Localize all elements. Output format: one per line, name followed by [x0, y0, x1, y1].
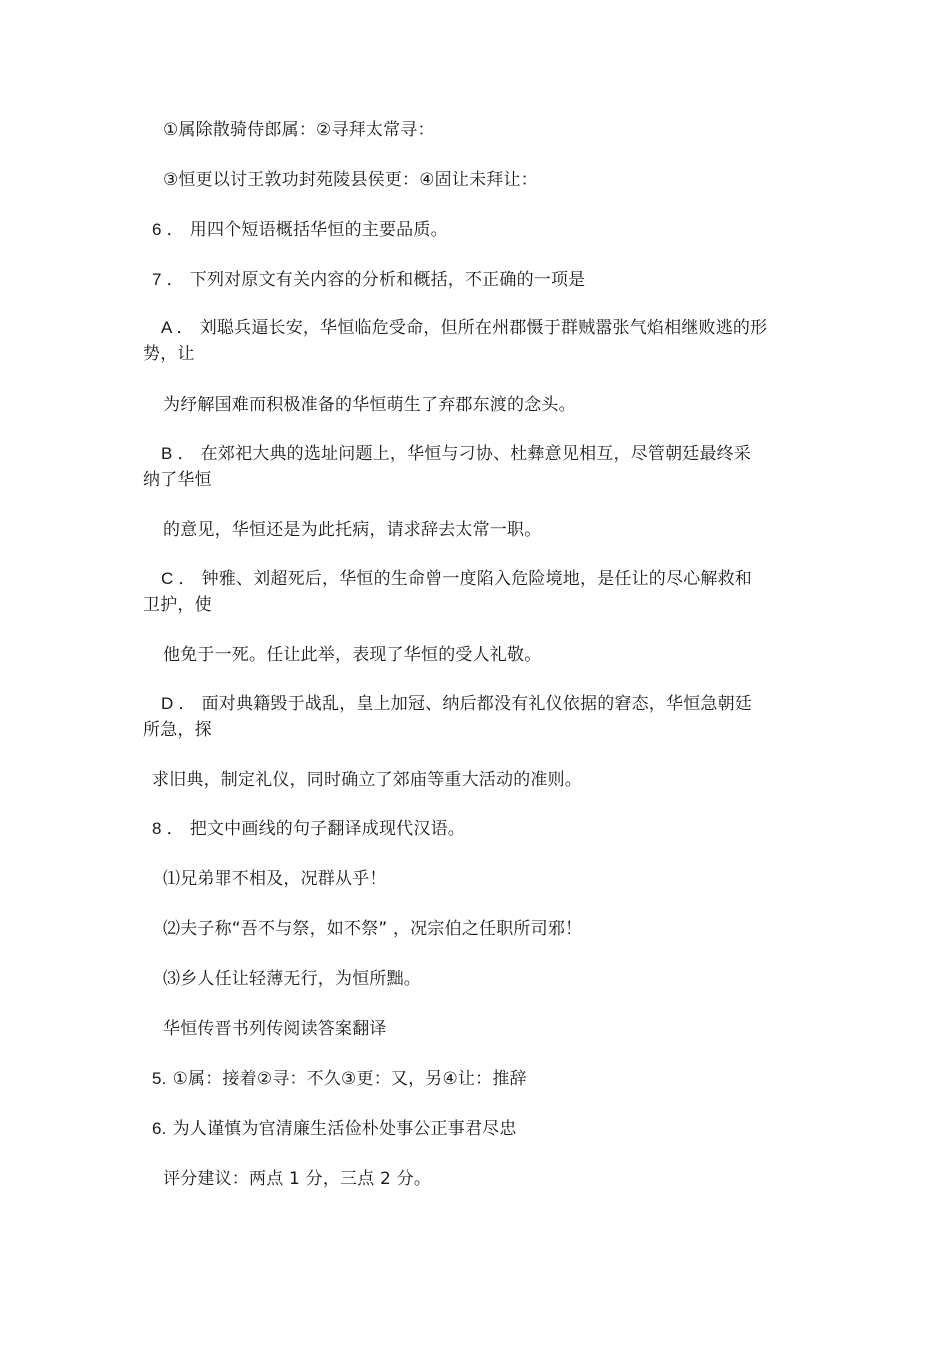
translate-item-3: ⑶乡人任让轻薄无行，为恒所黜。 [163, 969, 421, 989]
option-b-continued: 的意见，华恒还是为此托病，请求辞去太常一职。 [163, 520, 542, 540]
answer-text: ①属：接着②寻：不久③更：又，另④让：推辞 [172, 1069, 527, 1089]
answer-number: 6. [152, 1119, 167, 1138]
translate-item-1: ⑴兄弟罪不相及，况群从乎！ [163, 869, 387, 889]
option-text: 刘聪兵逼长安，华恒临危受命，但所在州郡慑于群贼嚣张气焰相继败逃的形势，让 [143, 318, 768, 364]
option-c-continued: 他免于一死。任让此举，表现了华恒的受人礼敬。 [163, 645, 542, 665]
answer-text: 为人谨慎为官清廉生活俭朴处事公正事君尽忠 [172, 1119, 517, 1139]
option-a [143, 315, 768, 367]
option-a-continued: 为纾解国难而积极准备的华恒萌生了弃郡东渡的念头。 [163, 395, 576, 415]
question-7 [152, 267, 585, 293]
answer-key-line-2: ③恒更以讨王敦功封苑陵县侯更：④固让未拜让： [163, 170, 538, 190]
answer-heading: 华恒传晋书列传阅读答案翻译 [163, 1019, 387, 1039]
question-number: 6 ． [152, 220, 184, 239]
option-b [143, 441, 768, 493]
option-text: 在郊祀大典的选址问题上，华恒与刁协、杜彝意见相互，尽管朝廷最终采纳了华恒 [143, 444, 752, 490]
question-number: 8 ． [152, 819, 184, 838]
question-text: 下列对原文有关内容的分析和概括，不正确的一项是 [189, 270, 586, 290]
question-6 [152, 217, 448, 243]
translate-item-2: ⑵夫子称“吾不与祭，如不祭” ，况宗伯之任职所司邪！ [163, 919, 583, 939]
option-text: 钟雅、刘超死后，华恒的生命曾一度陷入危险境地，是任让的尽心解救和卫护，使 [143, 569, 753, 615]
option-d-continued: 求旧典，制定礼仪，同时确立了郊庙等重大活动的准则。 [152, 770, 582, 790]
scoring-note: 评分建议：两点 1 分，三点 2 分。 [163, 1169, 432, 1189]
answer-number: 5. [152, 1069, 167, 1088]
option-d [143, 691, 768, 743]
answer-6 [152, 1116, 517, 1142]
option-c [143, 566, 768, 618]
answer-key-line-1: ①属除散骑侍郎属：②寻拜太常寻： [163, 120, 435, 140]
option-letter: B ． [161, 444, 195, 463]
option-letter: C ． [161, 569, 196, 588]
question-8 [152, 816, 465, 842]
question-text: 把文中画线的句子翻译成现代汉语。 [189, 819, 465, 839]
option-letter: A ． [161, 318, 194, 337]
question-text: 用四个短语概括华恒的主要品质。 [189, 220, 448, 240]
option-letter: D ． [161, 694, 196, 713]
question-number: 7 ． [152, 270, 184, 289]
option-text: 面对典籍毁于战乱，皇上加冠、纳后都没有礼仪依据的窘态，华恒急朝廷所急，探 [143, 694, 753, 740]
answer-5 [152, 1066, 527, 1092]
